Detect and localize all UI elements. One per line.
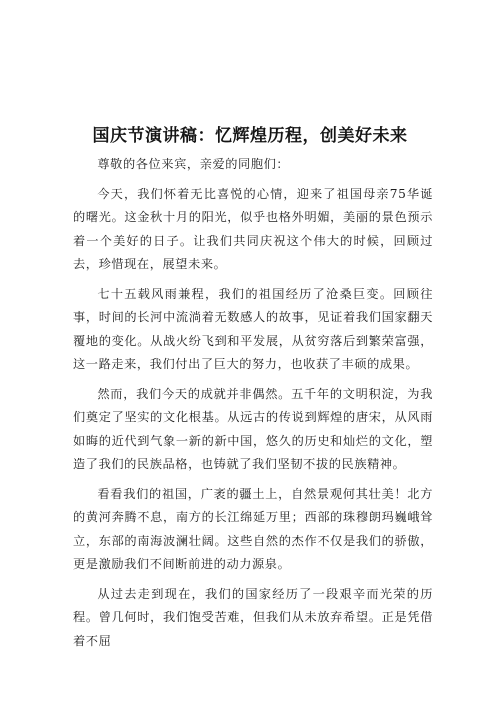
body-paragraph: 今天，我们怀着无比喜悦的心情，迎来了祖国母亲75华诞的曙光。这金秋十月的阳光，似乎也格外明媚，美丽的景色预示着一个美好的日子。让我们共同庆祝这个伟大的时候，回顾过去，珍惜现在，展望未来。: [73, 186, 433, 271]
body-paragraph: 然而，我们今天的成就并非偶然。五千年的文明积淀，为我们奠定了坚实的文化根基。从远古的传说到辉煌的唐宋，从风雨如晦的近代到气象一新的新中国，悠久的历史和灿烂的文化，塑造了我们的民族品格，也铸就了我们坚韧不拔的民族精神。: [73, 386, 433, 471]
document-title: 国庆节演讲稿：忆辉煌历程，创美好未来: [92, 126, 408, 146]
greeting-paragraph: 尊敬的各位来宾，亲爱的同胞们：: [97, 157, 290, 171]
body-paragraph: 七十五载风雨兼程，我们的祖国经历了沧桑巨变。回顾往事，时间的长河中流淌着无数感人的故事，见证着我们国家翻天覆地的变化。从战火纷飞到和平发展，从贫穷落后到繁荣富强，这一路走来，我们付出了巨大的努力，也收获了丰硕的成果。: [73, 286, 433, 371]
body-paragraph: 从过去走到现在，我们的国家经历了一段艰辛而光荣的历程。曾几何时，我们饱受苦难，但我们从未放弃希望。正是凭借着不屈: [73, 586, 433, 648]
body-paragraph: 看看我们的祖国，广袤的疆土上，自然景观何其壮美！北方的黄河奔腾不息，南方的长江绵延万里；西部的珠穆朗玛巍峨耸立，东部的南海波澜壮阔。这些自然的杰作不仅是我们的骄傲，更是激励我们不间断前进的动力源泉。: [73, 486, 433, 571]
document-body: [73, 153, 433, 659]
